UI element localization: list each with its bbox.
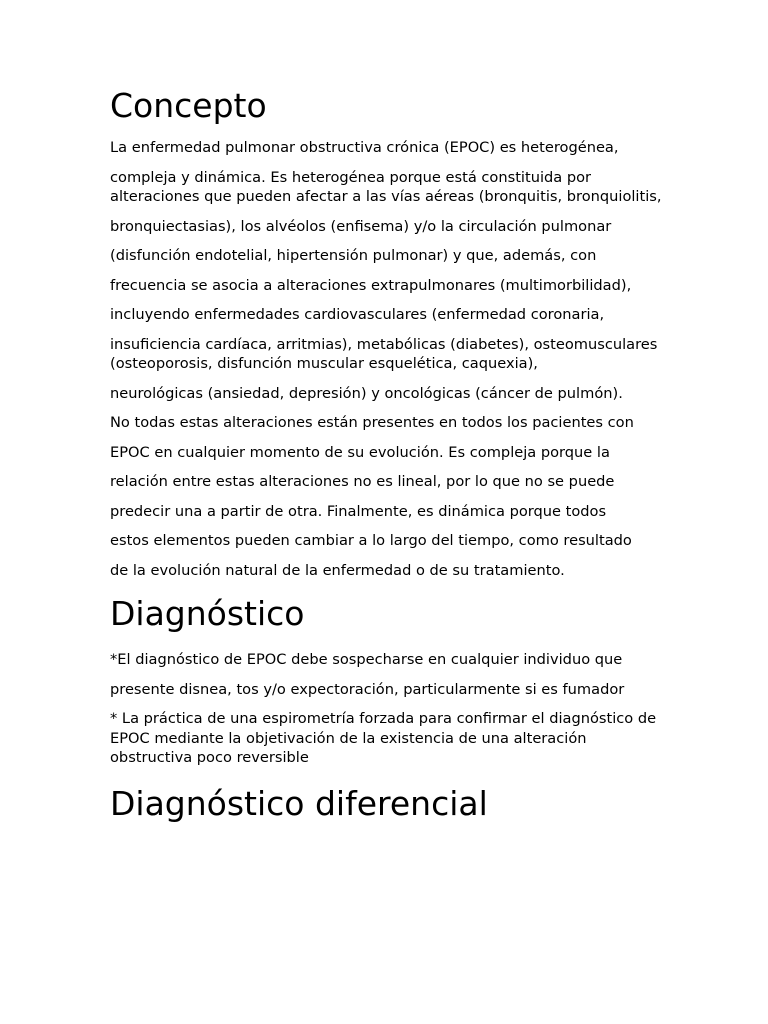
heading-diagnostico-diferencial: Diagnóstico diferencial xyxy=(110,783,488,823)
document-page xyxy=(110,86,670,836)
paragraph: (disfunción endotelial, hipertensión pulmonar) y que, además, con xyxy=(110,247,597,264)
paragraph: estos elementos pueden cambiar a lo largo del tiempo, como resultado xyxy=(110,532,632,549)
paragraph: bronquiectasias), los alvéolos (enfisema) y/o la circulación pulmonar xyxy=(110,217,612,235)
paragraph: No todas estas alteraciones están presentes en todos los pacientes con xyxy=(110,414,634,431)
paragraph: compleja y dinámica. Es heterogénea porque está constituida por alteraciones que pueden afectar a las vías aéreas (bronquitis, bronquiolitis, xyxy=(110,168,662,205)
paragraph: de la evolución natural de la enfermedad o de su tratamiento. xyxy=(110,561,565,579)
paragraph: relación entre estas alteraciones no es lineal, por lo que no se puede xyxy=(110,473,615,490)
paragraph: frecuencia se asocia a alteraciones extrapulmonares (multimorbilidad), xyxy=(110,276,632,294)
paragraph: presente disnea, tos y/o expectoración, particularmente si es fumador xyxy=(110,680,625,698)
paragraph: * La práctica de una espirometría forzada para confirmar el diagnóstico de EPOC mediante la objetivación de la existencia de una alteración obstructiva poco reversible xyxy=(110,710,657,766)
paragraph: neurológicas (ansiedad, depresión) y oncológicas (cáncer de pulmón). xyxy=(110,384,623,402)
heading-concepto: Concepto xyxy=(110,86,267,125)
paragraph: EPOC en cualquier momento de su evolución. Es compleja porque la xyxy=(110,443,610,461)
paragraph: insuficiencia cardíaca, arritmias), metabólicas (diabetes), osteomusculares (osteoporosis, disfunción muscular esquelética, caquexia), xyxy=(110,335,658,372)
heading-diagnostico: Diagnóstico xyxy=(110,594,305,633)
paragraph: predecir una a partir de otra. Finalmente, es dinámica porque todos xyxy=(110,502,607,520)
paragraph: incluyendo enfermedades cardiovasculares (enfermedad coronaria, xyxy=(110,306,605,323)
paragraph: La enfermedad pulmonar obstructiva crónica (EPOC) es heterogénea, xyxy=(110,139,619,156)
paragraph: *El diagnóstico de EPOC debe sospecharse en cualquier individuo que xyxy=(110,651,623,668)
